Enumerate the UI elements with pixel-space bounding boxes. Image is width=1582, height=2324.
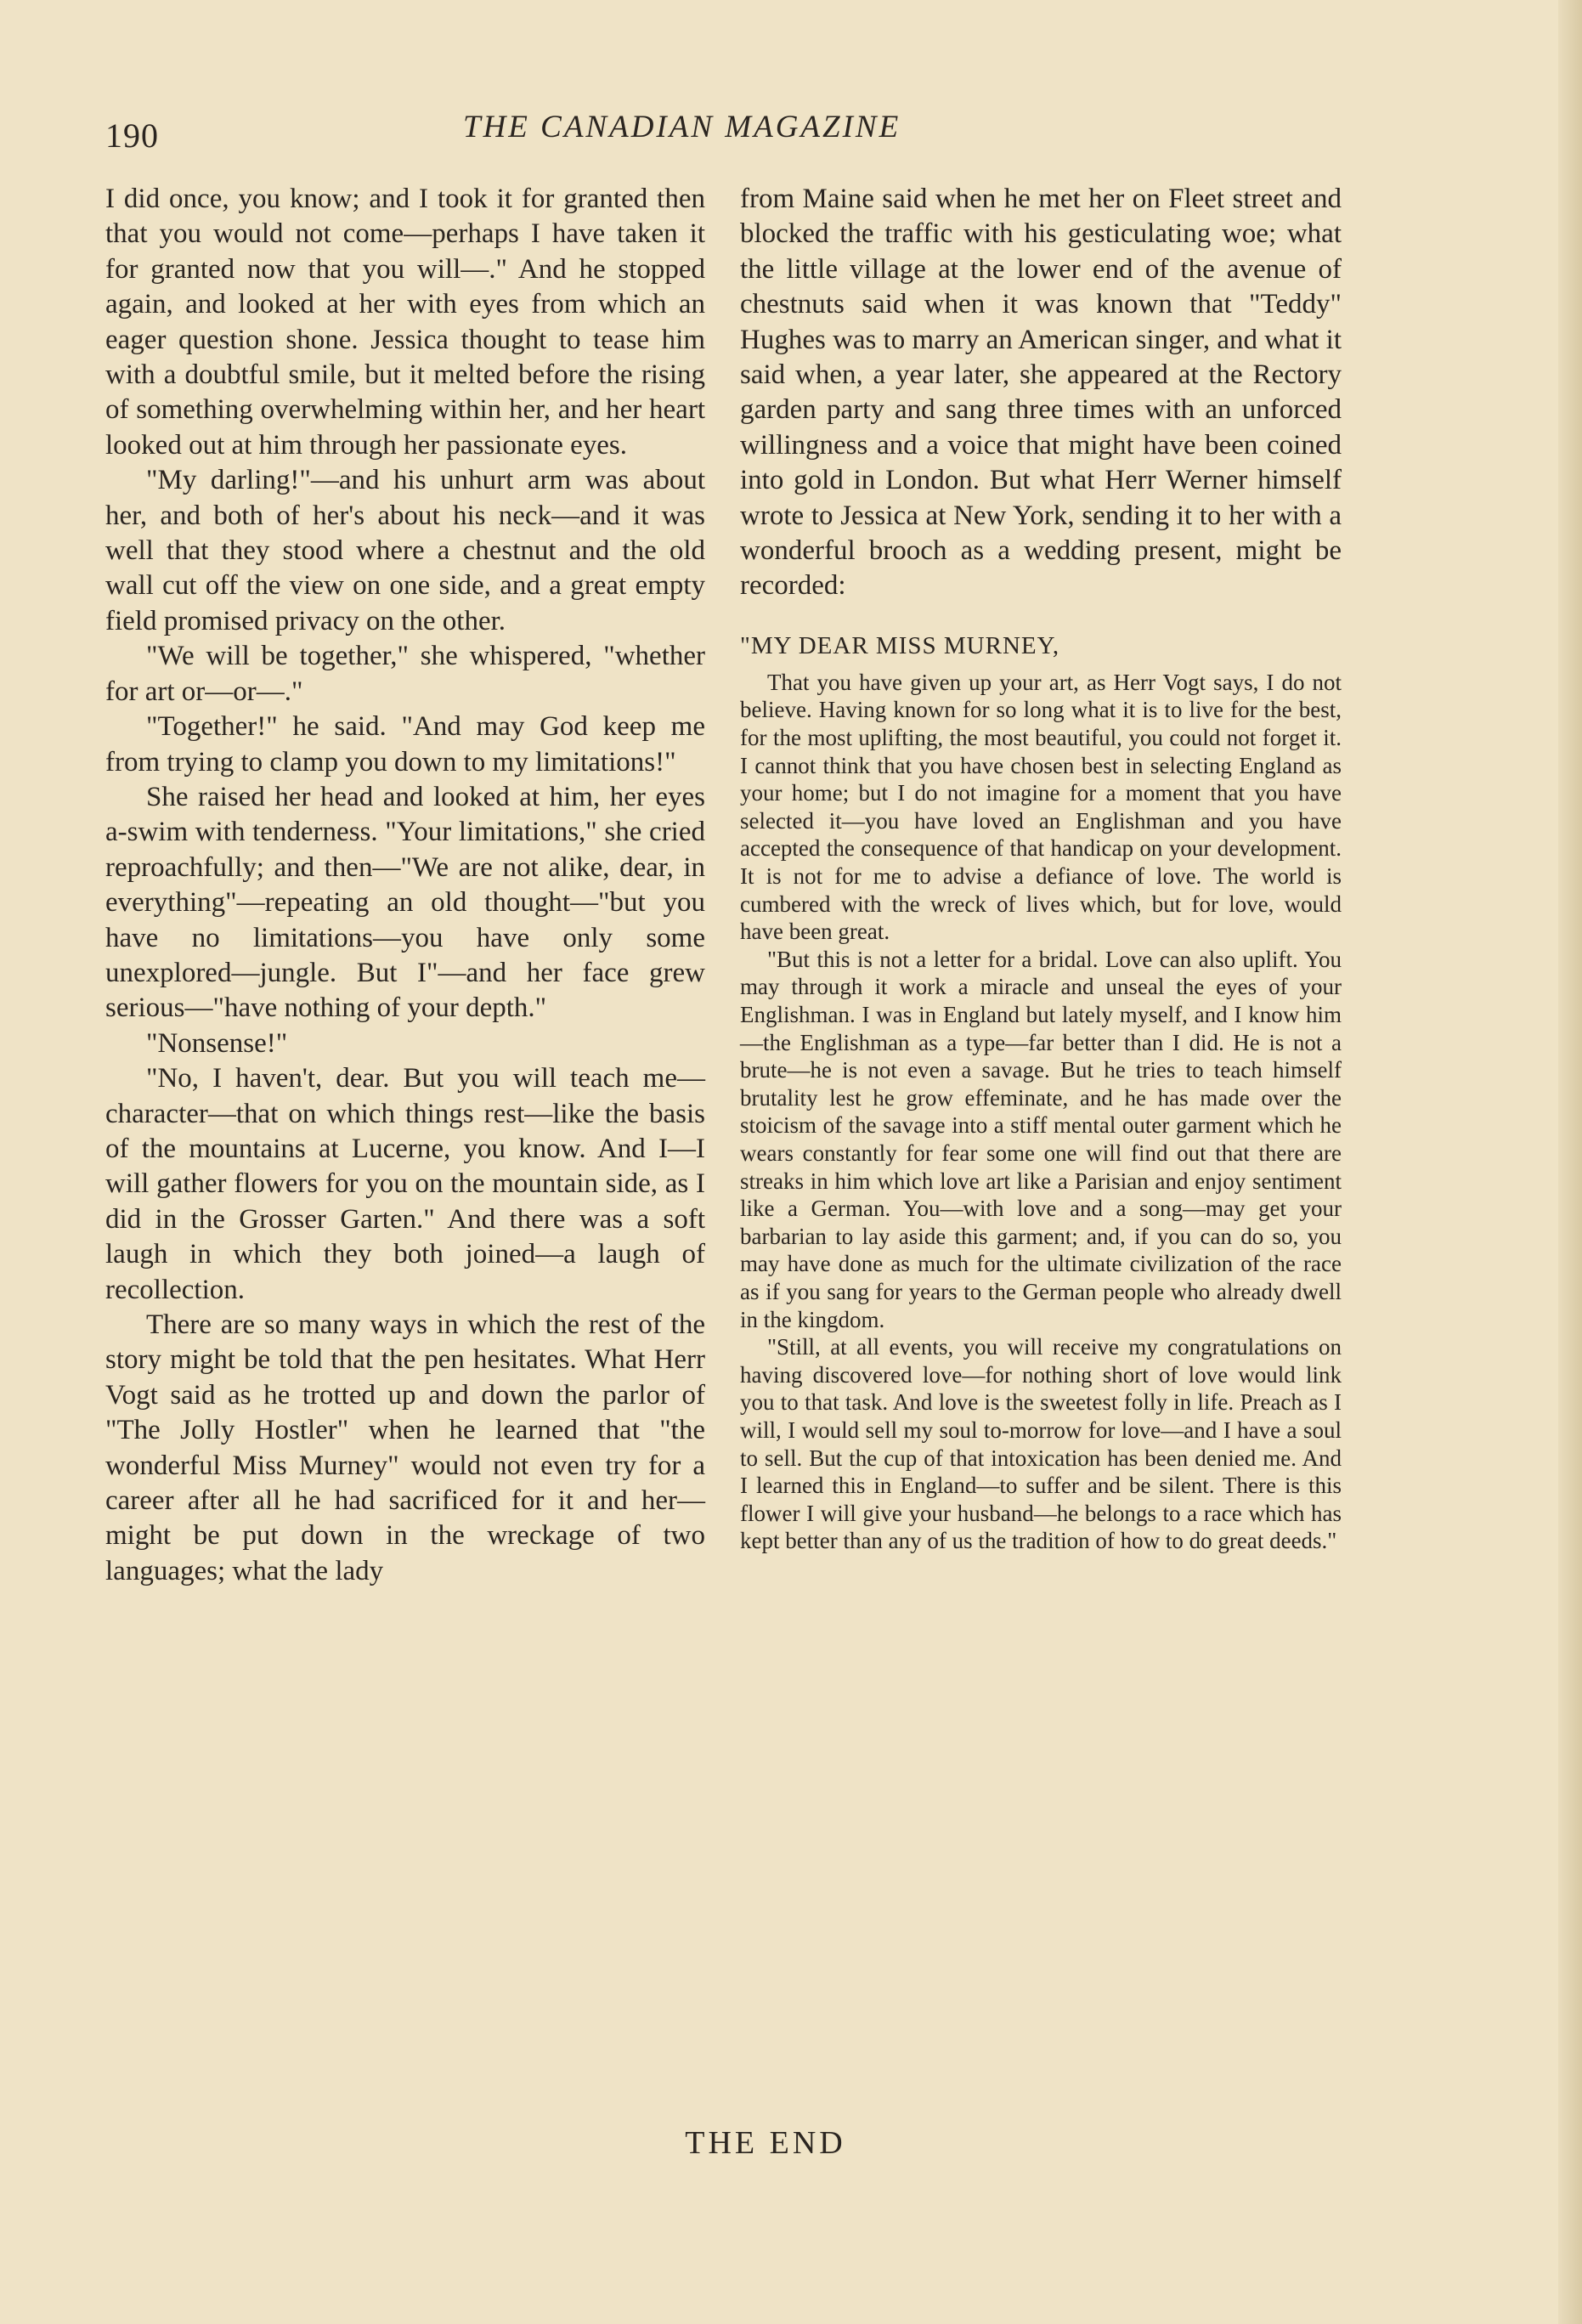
paragraph: There are so many ways in which the rest of the story might be told that the pen hesitates. What Herr Vogt said as he trotted up and down the parlor of "The Jolly Hostler" when he learned that "the wonderful Miss Murney" would not even try for a career after all he had sacrificed for it and her—might be put down in the wreckage of two languages; what the lady	[105, 1309, 705, 1586]
the-end-label: THE END	[685, 2125, 846, 2161]
running-title: THE CANADIAN MAGAZINE	[463, 110, 901, 144]
right-column	[740, 182, 1342, 1555]
letter-paragraph: That you have given up your art, as Herr Vogt says, I do not believe. Having known for so long what it is to live for the best, for the most uplifting, the most beautiful, you could not forget it. I cannot think that you have chosen best in selecting England as your home; but I do not imagine for a moment that you have selected it—you have loved an Englishman and you have accepted the consequence of that handicap on your development. It is not for me to advise a defiance of love. The world is cumbered with the wreck of lives which, but for love, would have been great.	[740, 669, 1342, 945]
paragraph: from Maine said when he met her on Fleet street and blocked the traffic with his gesticulating woe; what the little village at the lower end of the avenue of chestnuts said when it was known that "Teddy" Hughes was to marry an American singer, and what it said when, a year later, she appeared at the Rectory garden party and sang three times with an unforced willingness and a voice that might have been coined into gold in London. But what Herr Werner himself wrote to Jessica at New York, sending it to her with a wonderful brooch as a wedding present, might be recorded:	[740, 184, 1342, 602]
paragraph: She raised her head and looked at him, her eyes a-swim with tenderness. "Your limitations," she cried reproachfully; and then—"We are not alike, dear, in everything"—repeating an old thought—"but you have no limitations—you have only some unexplored—jungle. But I"—and her face grew serious—"have nothing of your depth."	[105, 781, 705, 1024]
paragraph: "My darling!"—and his unhurt arm was about her, and both of her's about his neck—and it was well that they stood where a chestnut and the old wall cut off the view on one side, and a great empty field promised privacy on the other.	[105, 465, 705, 636]
letter-paragraph: "Still, at all events, you will receive my congratulations on having discovered love—for nothing short of love would link you to that task. And love is the sweetest folly in life. Preach as I will, I would sell my soul to-morrow for love—and I have a soul to sell. But the cup of that intoxication has been denied me. And I learned this in England—to suffer and be silent. There is this flower I will give your husband—he belongs to a race which has kept better than any of us the tradition of how to do great deeds."	[740, 1334, 1342, 1554]
letter-paragraph: "But this is not a letter for a bridal. Love can also uplift. You may through it work a miracle and unseal the eyes of your Englishman. I was in England but lately myself, and I know him—the Englishman as a type—far better than I did. He is not a brute—he is not even a savage. But he tries to teach himself brutality lest he grow effeminate, and he has made over the stoicism of the savage into a stiff mental outer garment which he wears constantly for fear some one will find out that there are streaks in him which love art like a Parisian and enjoy sentiment like a German. You—with love and a song—may get your barbarian to lay aside this garment; and, if you can do so, you may have done as much for the ultimate civilization of the race as if you sang for years to the German people who already dwell in the kingdom.	[740, 946, 1342, 1332]
paragraph: "No, I haven't, dear. But you will teach me—character—that on which things rest—like the basis of the mountains at Lucerne, you know. And I—I will gather flowers for you on the mountain side, as I did in the Grosser Garten." And there was a soft laugh in which they both joined—a laugh of recollection.	[105, 1063, 705, 1305]
paragraph: "Nonsense!"	[146, 1027, 288, 1059]
paragraph: "Together!" he said. "And may God keep me from trying to clamp you down to my limitations!"	[105, 711, 705, 777]
left-column	[105, 182, 705, 1589]
narrative-block	[740, 182, 1342, 604]
page-edge	[1558, 0, 1582, 2324]
paragraph: "We will be together," she whispered, "whether for art or—or—."	[105, 641, 705, 707]
letter-salutation: "MY DEAR MISS MURNEY,	[740, 631, 1060, 659]
page-number: 190	[105, 116, 159, 155]
paragraph: I did once, you know; and I took it for granted then that you would not come—perhaps I have taken it for granted now that you will—." And he stopped again, and looked at her with eyes from which an eager question shone. Jessica thought to tease him with a doubtful smile, but it melted before the rising of something overwhelming within her, and her heart looked out at him through her passionate eyes.	[105, 184, 705, 461]
letter-body	[740, 669, 1342, 1555]
